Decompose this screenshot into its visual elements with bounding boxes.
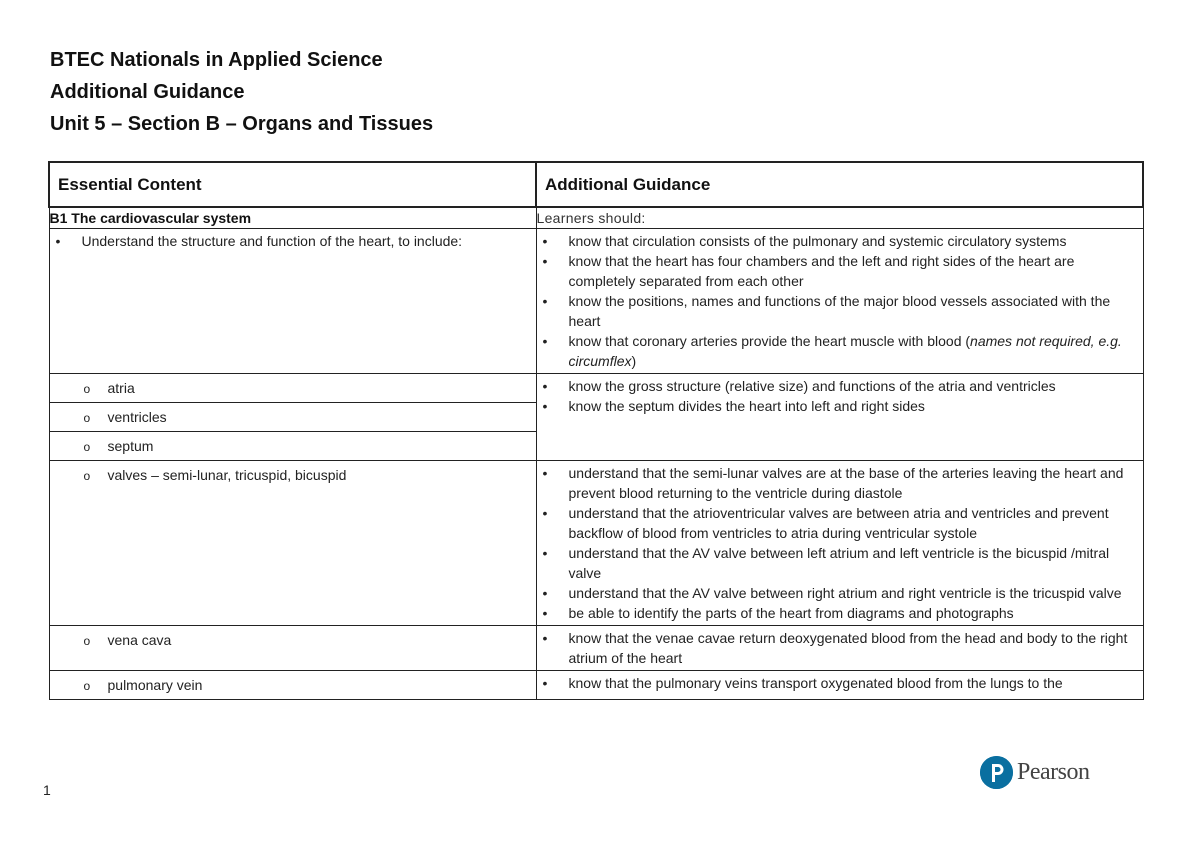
table-header-row (49, 162, 1143, 207)
sub-bullet-marker: o (83, 382, 91, 396)
guidance-cell (536, 626, 1143, 671)
sub-item (50, 374, 536, 403)
content-item: • Understand the structure and function of the heart, to include: (56, 231, 530, 251)
sub-bullet-marker: o (83, 469, 91, 483)
column-header-additional-guidance: Additional Guidance (536, 162, 1143, 207)
sub-item (50, 403, 536, 432)
table-row (49, 461, 1143, 626)
pearson-logo-text: Pearson (1017, 759, 1090, 785)
sub-item-label: pulmonary vein (107, 677, 203, 693)
guidance-item: • know that the venae cavae return deoxygenated blood from the head and body to the right atrium of the heart (543, 628, 1137, 668)
table-row (49, 671, 1143, 700)
pearson-p-icon (980, 756, 1013, 789)
guidance-cell (536, 374, 1143, 461)
table-row (49, 626, 1143, 671)
section-title: B1 The cardiovascular system (49, 207, 536, 229)
sub-item-label: atria (107, 380, 135, 396)
pearson-logo (980, 756, 1089, 789)
sub-item-label: vena cava (107, 632, 172, 648)
content-cell (49, 461, 536, 626)
guidance-item: • know the positions, names and functions of the major blood vessels associated with the heart (543, 291, 1137, 331)
guidance-item: • know that circulation consists of the pulmonary and systemic circulatory systems (543, 231, 1137, 251)
guidance-cell (536, 461, 1143, 626)
guidance-item: • know the gross structure (relative size) and functions of the atria and ventricles (543, 376, 1137, 396)
guidance-item: • understand that the semi-lunar valves are at the base of the arteries leaving the heart and prevent blood returning to the ventricle during diastole (543, 463, 1137, 503)
guidance-item (543, 331, 1137, 371)
guidance-item: • know that the heart has four chambers and the left and right sides of the heart are completely separated from each other (543, 251, 1137, 291)
sub-item (50, 461, 536, 489)
guidance-table (48, 161, 1144, 700)
guidance-item: • understand that the AV valve between left atrium and left ventricle is the bicuspid /mitral valve (543, 543, 1137, 583)
guidance-item: • be able to identify the parts of the heart from diagrams and photographs (543, 603, 1137, 623)
content-cell (49, 671, 536, 700)
guidance-text: know that coronary arteries provide the heart muscle with blood ( (568, 333, 971, 349)
sub-item (50, 432, 536, 460)
unit-title: Unit 5 – Section B – Organs and Tissues (50, 113, 434, 135)
guidance-italic-note: names not required, e.g. circumflex (568, 333, 1122, 369)
guidance-item: • understand that the AV valve between right atrium and right ventricle is the tricuspid valve (543, 583, 1137, 603)
sub-item-label: valves – semi-lunar, tricuspid, bicuspid (107, 467, 347, 483)
sub-item (50, 671, 536, 699)
guidance-cell (536, 671, 1143, 700)
sub-item-label: septum (107, 438, 154, 454)
content-cell (49, 229, 536, 374)
sub-item-label: ventricles (107, 409, 167, 425)
column-header-essential-content: Essential Content (49, 162, 536, 207)
guidance-text-tail: ) (631, 353, 637, 369)
learners-should-label: Learners should: (536, 207, 1143, 229)
guidance-cell (536, 229, 1143, 374)
document-header (50, 44, 433, 140)
guidance-item: • know that the pulmonary veins transport oxygenated blood from the lungs to the (543, 673, 1137, 693)
document-subtitle: Additional Guidance (50, 81, 245, 103)
sub-bullet-marker: o (83, 679, 91, 693)
guidance-item: • understand that the atrioventricular valves are between atria and ventricles and prevent backflow of blood from ventricles to atria during ventricular systole (543, 503, 1137, 543)
table-row (49, 207, 1143, 229)
sub-item (50, 626, 536, 654)
table-row (49, 229, 1143, 374)
page-number: 1 (43, 782, 51, 798)
content-cell (49, 374, 536, 461)
table-row (49, 374, 1143, 461)
sub-bullet-marker: o (83, 440, 91, 454)
sub-bullet-marker: o (83, 634, 91, 648)
guidance-item: • know the septum divides the heart into left and right sides (543, 396, 1137, 416)
sub-bullet-marker: o (83, 411, 91, 425)
document-title: BTEC Nationals in Applied Science (50, 49, 383, 71)
content-cell (49, 626, 536, 671)
